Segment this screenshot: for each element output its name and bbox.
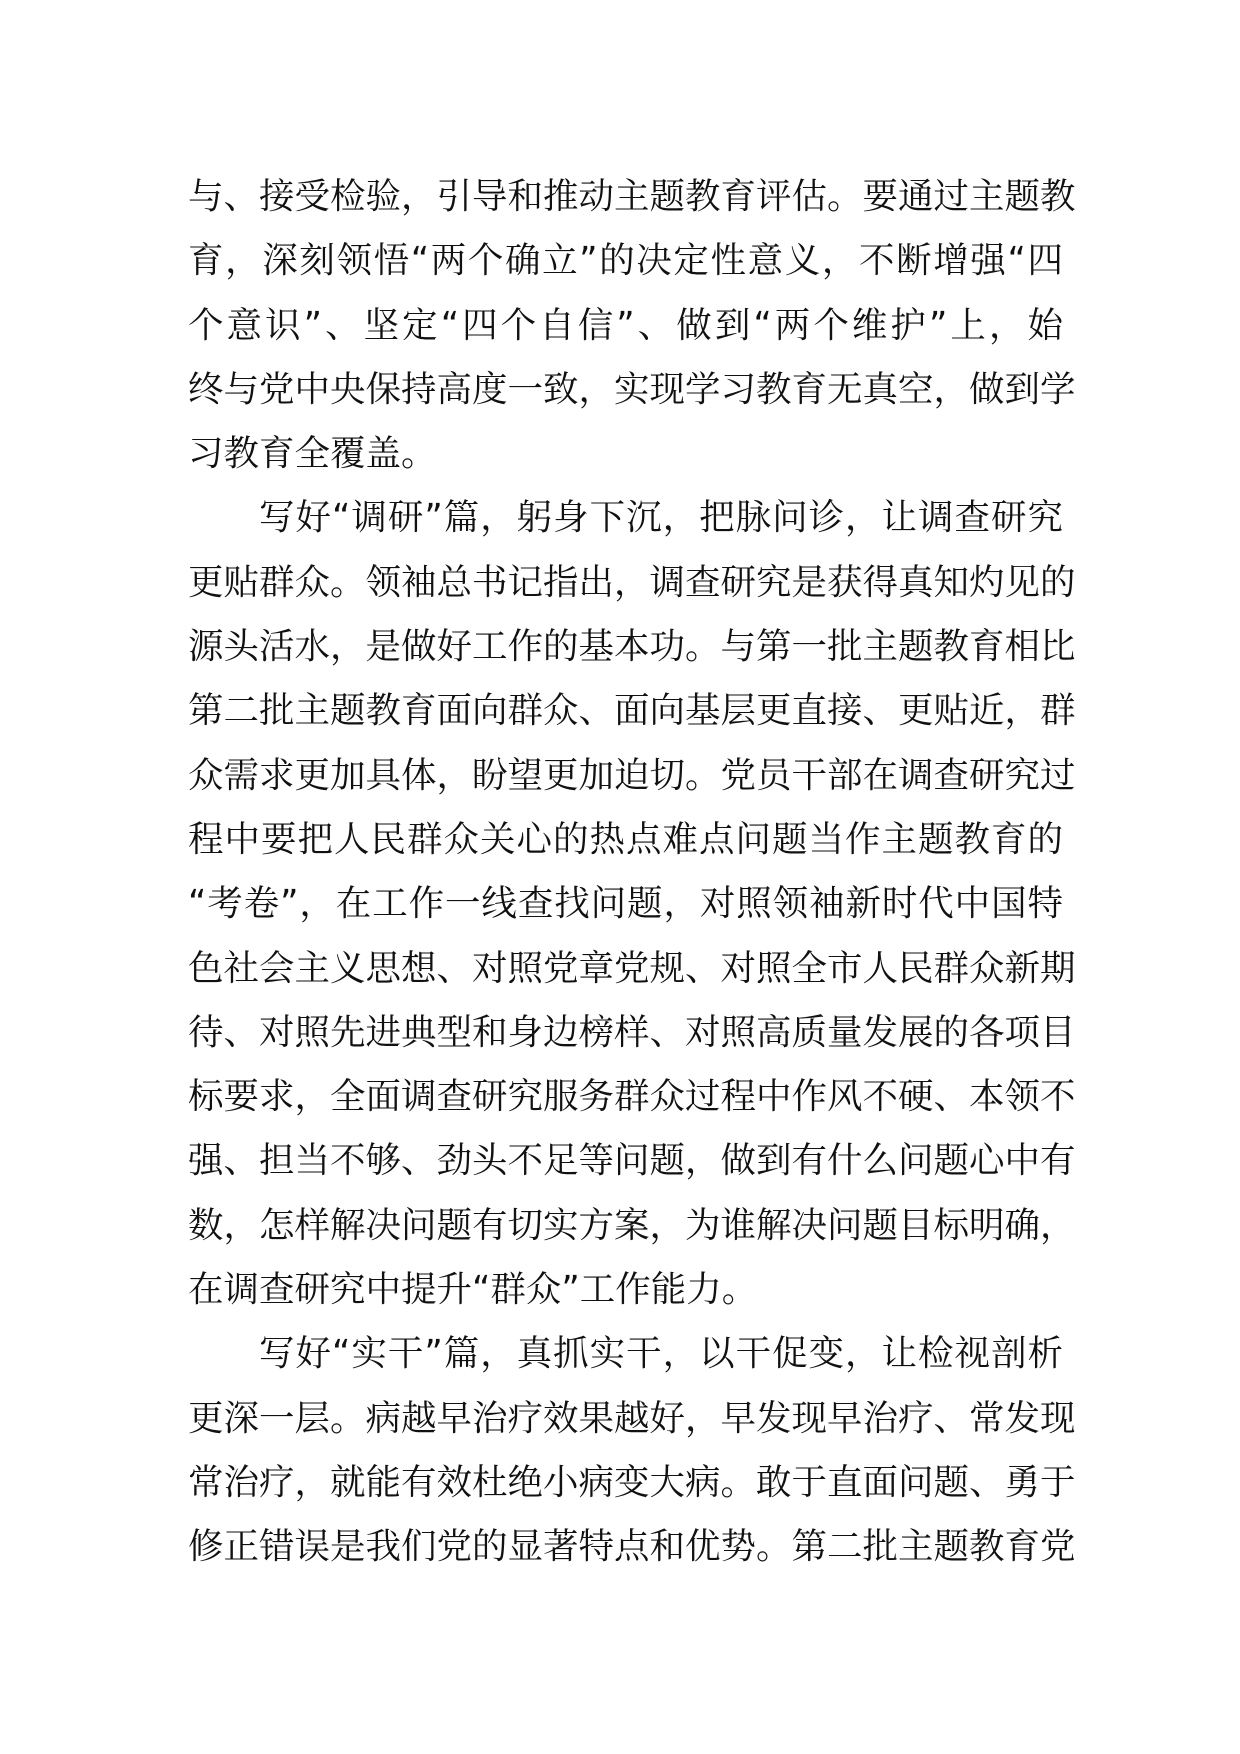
text-line: 强、担当不够、劲头不足等问题，做到有什么问题心中有	[188, 1140, 1076, 1182]
text-line: 程中要把人民群众关心的热点难点问题当作主题教育的	[188, 818, 1063, 860]
text-line: 在调查研究中提升“群众”工作能力。	[188, 1269, 758, 1311]
text-line: 色社会主义思想、对照党章党规、对照全市人民群众新期	[188, 947, 1076, 989]
text-line-indented: 写好“实干”篇，真抓实干，以干促变，让检视剖析	[259, 1333, 1063, 1375]
paragraph-2	[188, 486, 1076, 1322]
text-line: 更贴群众。领袖总书记指出，调查研究是获得真知灼见的	[188, 561, 1076, 603]
text-line: 终与党中央保持高度一致，实现学习教育无真空，做到学	[188, 368, 1076, 410]
text-line: 待、对照先进典型和身边榜样、对照高质量发展的各项目	[188, 1011, 1076, 1053]
text-line: 源头活水，是做好工作的基本功。与第一批主题教育相比	[188, 626, 1076, 668]
text-line: 更深一层。病越早治疗效果越好，早发现早治疗、常发现	[188, 1397, 1076, 1439]
text-line: 第二批主题教育面向群众、面向基层更直接、更贴近，群	[188, 690, 1076, 732]
text-line: “考卷”，在工作一线查找问题，对照领袖新时代中国特	[188, 883, 1063, 925]
text-line-indented: 写好“调研”篇，躬身下沉，把脉问诊，让调查研究	[259, 497, 1063, 539]
text-line: 与、接受检验，引导和推动主题教育评估。要通过主题教	[188, 176, 1076, 217]
text-line: 育，深刻领悟“两个确立”的决定性意义，不断增强“四	[188, 240, 1063, 282]
text-line: 习教育全覆盖。	[188, 433, 437, 475]
text-line: 个意识”、坚定“四个自信”、做到“两个维护”上，始	[188, 304, 1063, 346]
text-line: 常治疗，就能有效杜绝小病变大病。敢于直面问题、勇于	[188, 1461, 1076, 1503]
text-line: 众需求更加具体，盼望更加迫切。党员干部在调查研究过	[188, 754, 1076, 796]
text-line: 数，怎样解决问题有切实方案，为谁解决问题目标明确，	[188, 1204, 1076, 1246]
paragraph-3	[188, 1322, 1076, 1579]
text-line: 标要求，全面调查研究服务群众过程中作风不硬、本领不	[188, 1076, 1076, 1118]
paragraph-1	[188, 165, 1076, 486]
document-body	[188, 165, 1076, 1580]
text-line: 修正错误是我们党的显著特点和优势。第二批主题教育党	[188, 1526, 1076, 1568]
